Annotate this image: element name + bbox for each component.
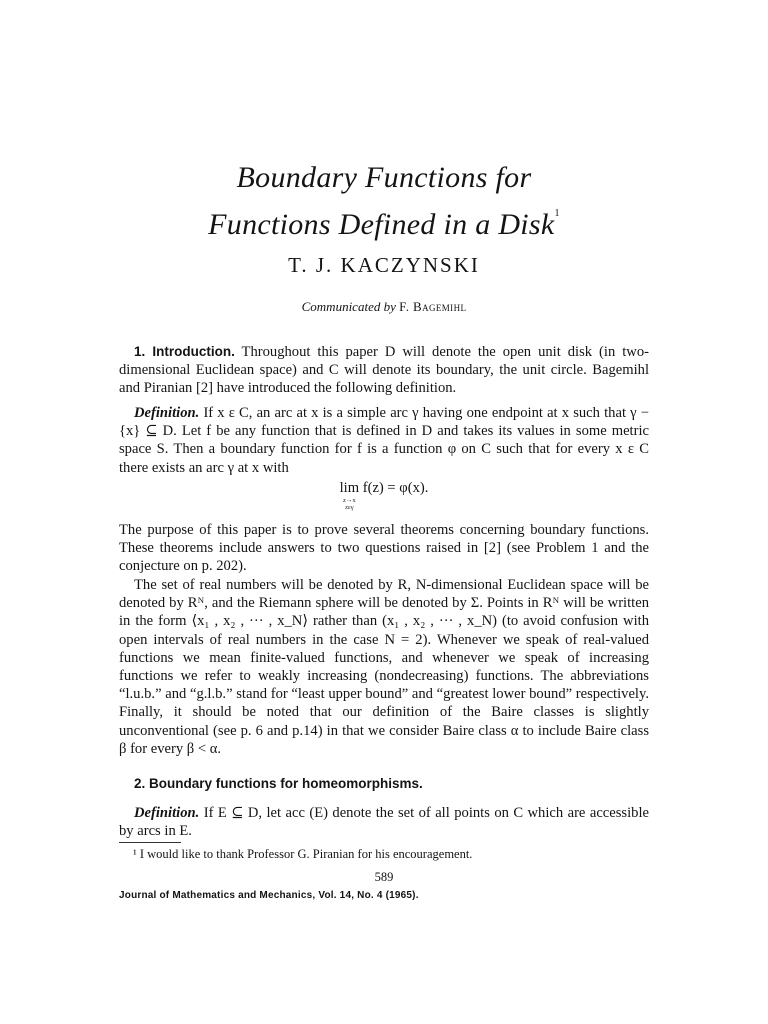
- footnote: ¹ I would like to thank Professor G. Piranian for his encouragement.: [133, 847, 473, 861]
- formula-limit: [340, 480, 359, 511]
- footnote-rule: [119, 842, 181, 843]
- formula-rhs: f(z) = φ(x).: [362, 480, 429, 496]
- title-line-2: [0, 196, 768, 243]
- notation-paragraph: The set of real numbers will be denoted by R, N-dimensional Euclidean space will be denoted by Rᴺ, and the Riemann sphere will be denoted by Σ. Points in Rᴺ will be written in the form ⟨x₁ , x₂ , ··· , x_N⟩ rather than (x₁ , x₂ , ··· , x_N) (to avoid confusion with open intervals of real numbers in the case N = 2). Whenever we speak of real-valued functions we mean finite-valued functions, and whenever we speak of increasing functions we refer to weakly increasing (nondecreasing) functions. The abbreviations “l.u.b.” and “g.l.b.” stand for “least upper bound” and “greatest lower bound” respectively. Finally, it should be noted that our definition of the Baire classes is slightly unconventional (see p. 6 and p.14) in that we consider Baire class α to include Baire class β for every β < α.: [119, 577, 649, 757]
- formula-sub-2: zεγ: [345, 504, 354, 511]
- communicated-by: [0, 299, 768, 315]
- title-line-1: Boundary Functions for: [236, 161, 532, 194]
- section-1-text: Throughout this paper D will denote the open unit disk (in two-dimensional Euclidean space) and C will denote its boundary, the unit circle. Bagemihl and Piranian [2] have introduced the following definition.: [119, 344, 649, 397]
- definition-2-label: Definition.: [134, 805, 200, 821]
- definition-2-text: If E ⊆ D, let acc (E) denote the set of all points on C which are accessible by arcs in E.: [119, 805, 649, 840]
- author-name: T. J. KACZYNSKI: [288, 253, 480, 277]
- definition-1-label: Definition.: [134, 405, 200, 421]
- definition-1-paragraph: [119, 404, 649, 477]
- communicated-prefix: Communicated by: [301, 299, 396, 314]
- definition-2-paragraph: [119, 804, 649, 840]
- section-2-heading: 2. Boundary functions for homeomorphisms.: [134, 776, 423, 791]
- section-1-heading: 1. Introduction.: [134, 344, 235, 359]
- formula-sub-1: z→x: [343, 497, 356, 504]
- title-footnote-mark: 1: [554, 208, 560, 219]
- journal-citation: Journal of Mathematics and Mechanics, Vol. 14, No. 4 (1965).: [119, 890, 419, 901]
- page-number: 589: [374, 870, 394, 884]
- boundary-limit-formula: [0, 480, 768, 511]
- definition-1-text: If x ε C, an arc at x is a simple arc γ having one endpoint at x such that γ − {x} ⊆ D. Let f be any function that is defined in D and takes its values in some metric space S. Then a boundary function for f is a function φ on C such that for every x ε C there exists an arc γ at x with: [119, 405, 649, 476]
- introduction-paragraph: [119, 343, 649, 398]
- communicator-name: F. Bagemihl: [399, 299, 467, 314]
- formula-lim-word: lim: [339, 480, 360, 496]
- title-line-2-text: Functions Defined in a Disk: [208, 208, 555, 241]
- purpose-paragraph: The purpose of this paper is to prove several theorems concerning boundary functions. These theorems include answers to two questions raised in [2] (see Problem 1 and the conjecture on p. 202).: [119, 522, 649, 575]
